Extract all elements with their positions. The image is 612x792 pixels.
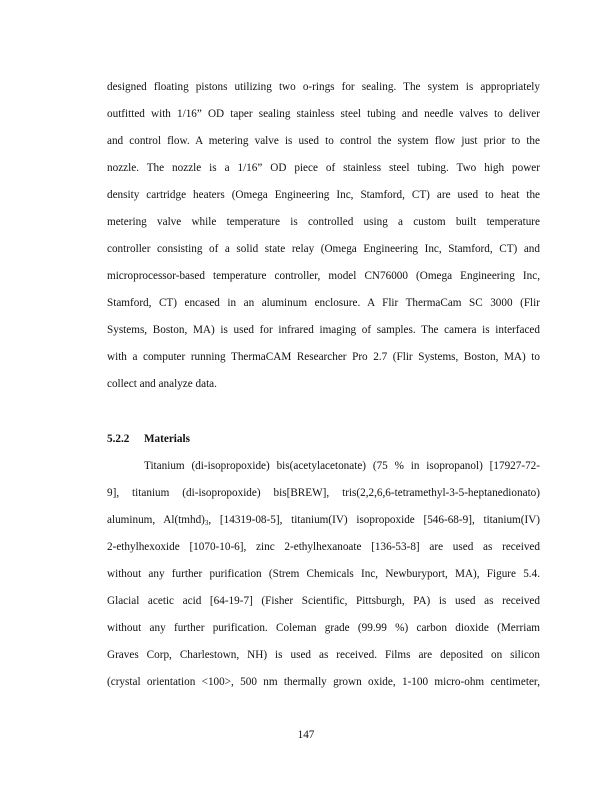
section-number: 5.2.2 <box>107 433 130 445</box>
body-text-line: and control flow. A metering valve is used to control the system flow just prior to the <box>107 135 540 147</box>
body-text-line: with a computer running ThermaCAM Researcher Pro 2.7 (Flir Systems, Boston, MA) to <box>107 351 540 363</box>
body-text-line: without any further purification (Strem Chemicals Inc, Newburyport, MA), Figure 5.4. <box>107 568 540 580</box>
body-text-line: microprocessor-based temperature controller, model CN76000 (Omega Engineering Inc, <box>107 270 540 282</box>
body-text-line: Systems, Boston, MA) is used for infrared imaging of samples. The camera is interfaced <box>107 324 540 336</box>
body-text-line: Glacial acetic acid [64-19-7] (Fisher Scientific, Pittsburgh, PA) is used as received <box>107 595 540 607</box>
section-title: Materials <box>144 433 190 445</box>
page-number: 147 <box>297 729 315 741</box>
body-text-line: Stamford, CT) encased in an aluminum enclosure. A Flir ThermaCam SC 3000 (Flir <box>107 297 540 309</box>
body-text-line: without any further purification. Coleman grade (99.99 %) carbon dioxide (Merriam <box>107 622 540 634</box>
body-text-line: controller consisting of a solid state relay (Omega Engineering Inc, Stamford, CT) and <box>107 243 540 255</box>
section-heading <box>107 432 190 446</box>
body-text-line: outfitted with 1/16” OD taper sealing stainless steel tubing and needle valves to deliver <box>107 108 540 120</box>
text-run: aluminum, Al(tmhd) <box>107 514 205 526</box>
body-text-line: 9], titanium (di-isopropoxide) bis[BREW], tris(2,2,6,6-tetramethyl-3-5-heptanedionato) <box>107 487 540 499</box>
body-text-line: density cartridge heaters (Omega Engineering Inc, Stamford, CT) are used to heat the <box>107 189 540 201</box>
body-text-line: metering valve while temperature is controlled using a custom built temperature <box>107 216 540 228</box>
body-text-line: (crystal orientation <100>, 500 nm thermally grown oxide, 1-100 micro-ohm centimeter, <box>107 676 540 688</box>
body-text-line: collect and analyze data. <box>107 378 217 390</box>
body-text-line <box>107 513 540 527</box>
body-text-line: nozzle. The nozzle is a 1/16” OD piece of stainless steel tubing. Two high power <box>107 162 540 174</box>
subscript: 3 <box>204 519 209 527</box>
body-text-line: 2-ethylhexoxide [1070-10-6], zinc 2-ethylhexanoate [136-53-8] are used as received <box>107 541 540 553</box>
text-run: , [14319-08-5], titanium(IV) isopropoxide [546-68-9], titanium(IV) <box>208 514 540 526</box>
body-text-line: designed floating pistons utilizing two o-rings for sealing. The system is appropriately <box>107 81 540 93</box>
body-text-line: Titanium (di-isopropoxide) bis(acetylacetonate) (75 % in isopropanol) [17927-72- <box>144 460 540 472</box>
body-text-line: Graves Corp, Charlestown, NH) is used as received. Films are deposited on silicon <box>107 649 540 661</box>
